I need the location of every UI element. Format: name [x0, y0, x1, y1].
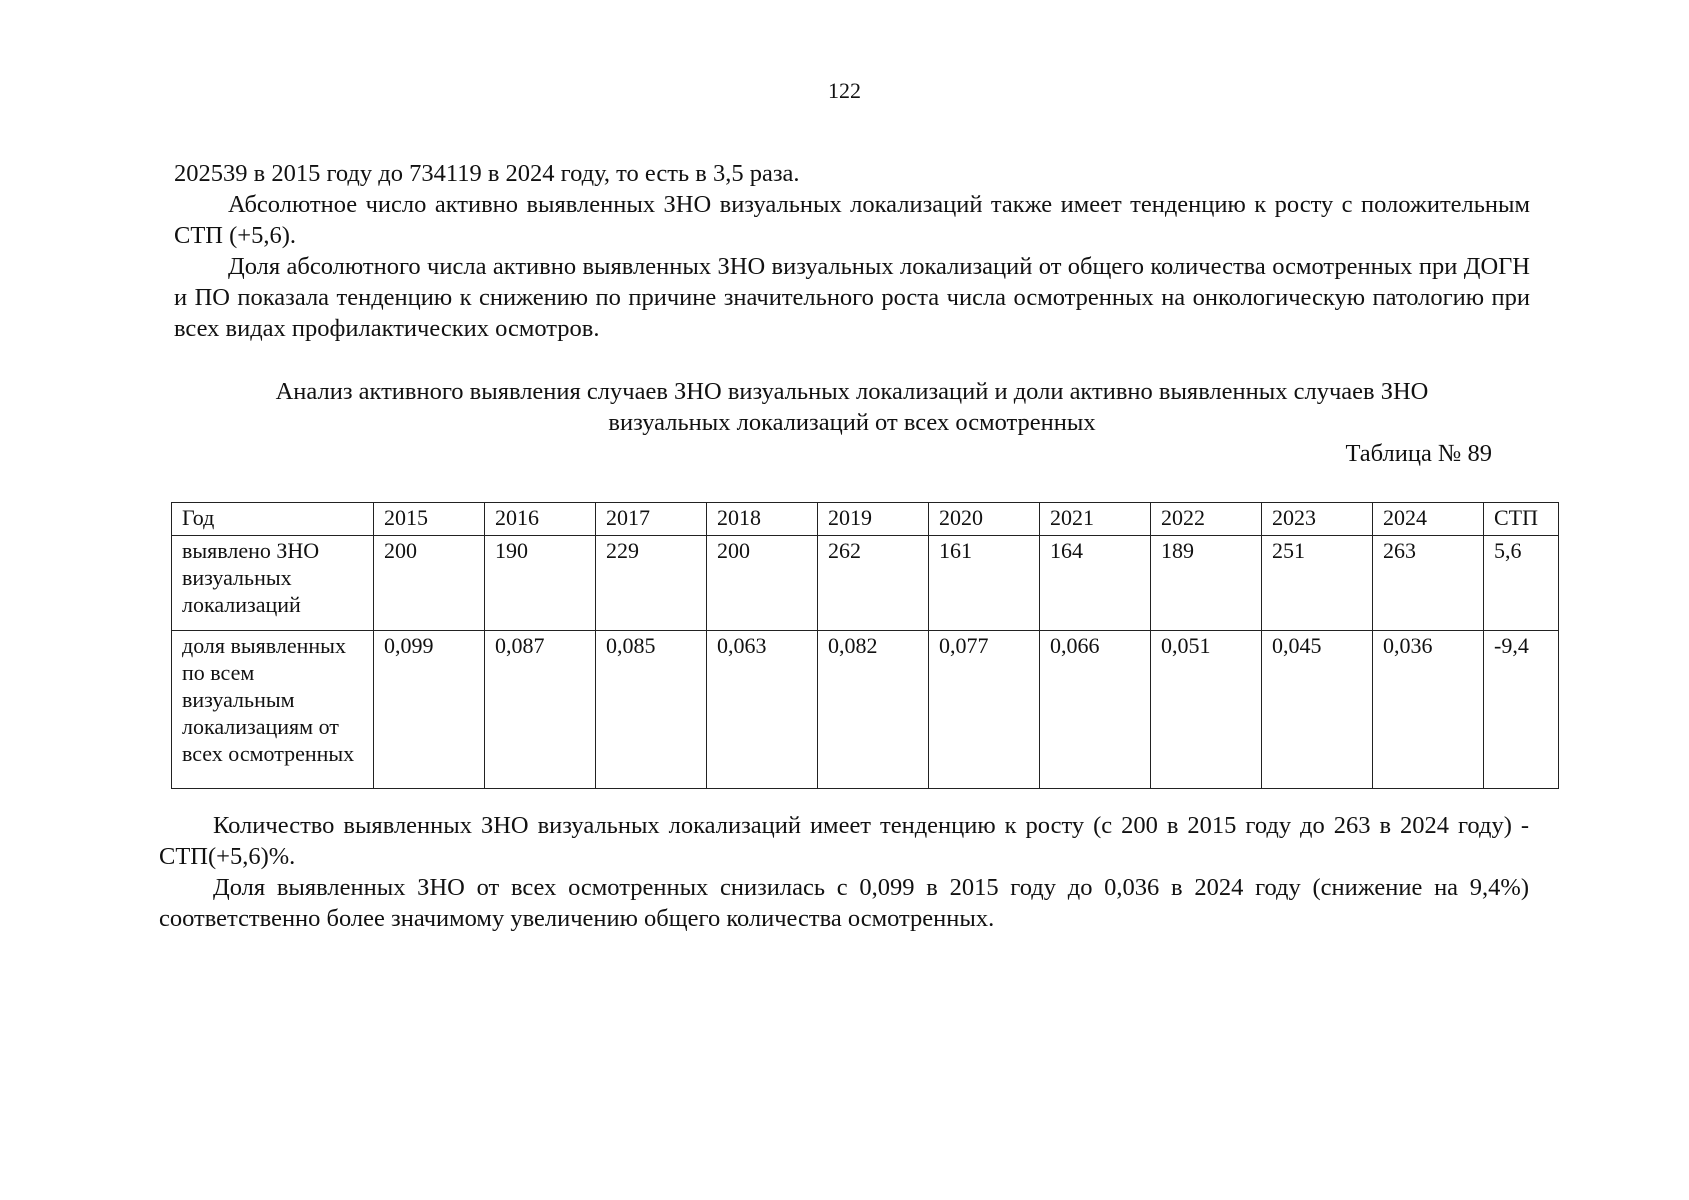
table-cell: 200 — [707, 536, 818, 631]
header-cell: 2018 — [707, 503, 818, 536]
header-cell: 2015 — [374, 503, 485, 536]
data-table — [171, 502, 1559, 789]
header-cell: Год — [172, 503, 374, 536]
table-header-row — [172, 503, 1559, 536]
table-caption-line: визуальных локализаций от всех осмотренных — [608, 409, 1096, 436]
table-cell: 0,085 — [596, 631, 707, 789]
header-cell: 2022 — [1151, 503, 1262, 536]
table-cell: 0,036 — [1373, 631, 1484, 789]
header-cell: 2016 — [485, 503, 596, 536]
table-cell: 5,6 — [1484, 536, 1559, 631]
table-cell: 0,082 — [818, 631, 929, 789]
table-cell: 161 — [929, 536, 1040, 631]
table-row — [172, 631, 1559, 789]
table-cell: 189 — [1151, 536, 1262, 631]
table-cell: 0,045 — [1262, 631, 1373, 789]
header-cell: 2020 — [929, 503, 1040, 536]
conclusion-text — [159, 810, 1529, 934]
table-row — [172, 536, 1559, 631]
header-cell: 2023 — [1262, 503, 1373, 536]
row-label-cell: доля выявленных по всем визуальным локализациям от всех осмотренных — [172, 631, 374, 789]
header-cell: 2019 — [818, 503, 929, 536]
table-number: Таблица № 89 — [1345, 440, 1492, 467]
conclusion-paragraph: Доля выявленных ЗНО от всех осмотренных снизилась с 0,099 в 2015 году до 0,036 в 2024 году (снижение на 9,4%) соответственно более значимому увеличению общего количества осмотренных. — [159, 874, 1529, 932]
table-cell: 190 — [485, 536, 596, 631]
intro-paragraph: Доля абсолютного числа активно выявленных ЗНО визуальных локализаций от общего количества осмотренных при ДОГН и ПО показала тенденцию к снижению по причине значительного роста числа осмотренных на онкологическую патологию при всех видах профилактических осмотров. — [174, 253, 1530, 342]
conclusion-paragraph: Количество выявленных ЗНО визуальных локализаций имеет тенденцию к росту (с 200 в 2015 году до 263 в 2024 году) - СТП(+5,6)%. — [159, 812, 1529, 870]
page-number: 122 — [828, 78, 861, 103]
table-cell: 0,077 — [929, 631, 1040, 789]
table-cell: 0,099 — [374, 631, 485, 789]
table-cell: 0,063 — [707, 631, 818, 789]
table-cell: -9,4 — [1484, 631, 1559, 789]
table-cell: 0,051 — [1151, 631, 1262, 789]
table-cell: 164 — [1040, 536, 1151, 631]
table-cell: 0,066 — [1040, 631, 1151, 789]
table-cell: 251 — [1262, 536, 1373, 631]
header-cell: СТП — [1484, 503, 1559, 536]
table-caption — [174, 376, 1530, 438]
table-caption-line: Анализ активного выявления случаев ЗНО визуальных локализаций и доли активно выявленных случаев ЗНО — [275, 378, 1429, 405]
header-cell: 2024 — [1373, 503, 1484, 536]
table-cell: 200 — [374, 536, 485, 631]
intro-paragraph: 202539 в 2015 году до 734119 в 2024 году, то есть в 3,5 раза. — [174, 160, 800, 187]
table-cell: 263 — [1373, 536, 1484, 631]
table-cell: 229 — [596, 536, 707, 631]
table-cell: 0,087 — [485, 631, 596, 789]
intro-text — [174, 158, 1530, 344]
intro-paragraph: Абсолютное число активно выявленных ЗНО визуальных локализаций также имеет тенденцию к росту с положительным СТП (+5,6). — [174, 191, 1530, 249]
header-cell: 2021 — [1040, 503, 1151, 536]
header-cell: 2017 — [596, 503, 707, 536]
row-label-cell: выявлено ЗНО визуальных локализаций — [172, 536, 374, 631]
table-cell: 262 — [818, 536, 929, 631]
